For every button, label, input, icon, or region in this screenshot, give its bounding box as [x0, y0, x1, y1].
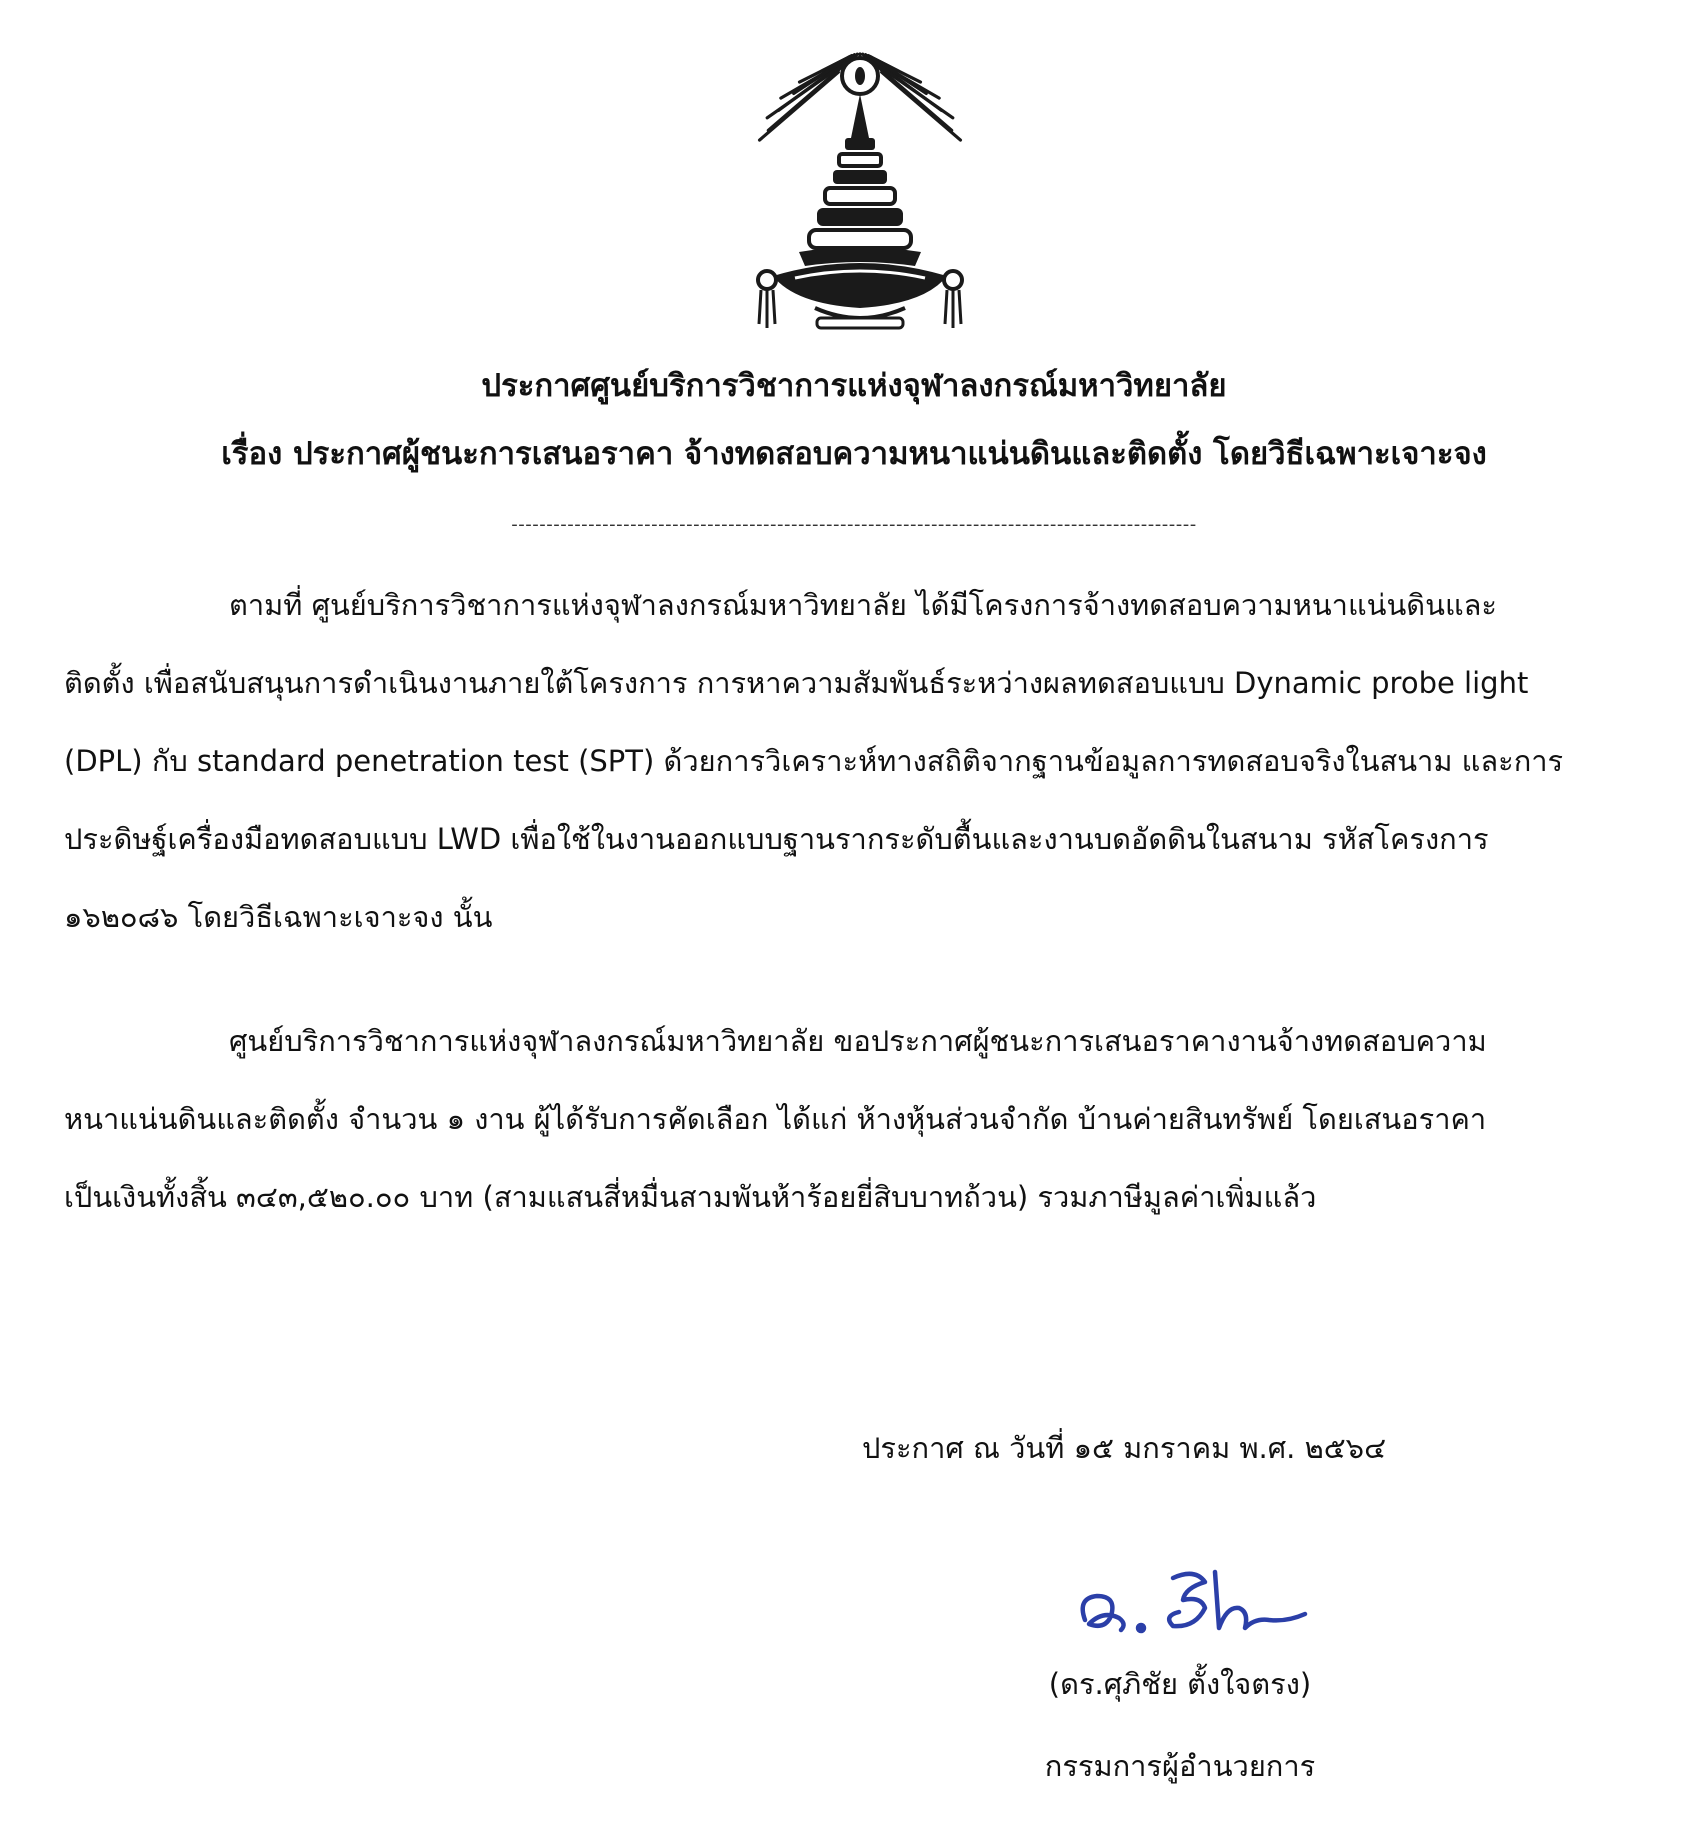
signer-name: (ดร.ศุภิชัย ตั้งใจตรง) — [1048, 1667, 1312, 1701]
paragraph-line: เป็นเงินทั้งสิ้น ๓๔๓,๕๒๐.๐๐ บาท (สามแสนสี่หมื่นสามพันห้าร้อยยี่สิบบาทถ้วน) รวมภาษีมูลค่าเพิ่มแล้ว — [64, 1180, 1317, 1214]
paragraph-line: (DPL) กับ standard penetration test (SPT) ด้วยการวิเคราะห์ทางสถิติจากฐานข้อมูลการทดสอบจริงในสนาม และการ — [64, 744, 1564, 778]
title-separator: -------------------------------------------------------------------------------------------------- — [511, 514, 1197, 535]
emblem-ray — [778, 64, 841, 110]
announcement-title: ประกาศศูนย์บริการวิชาการแห่งจุฬาลงกรณ์มหาวิทยาลัย — [481, 368, 1227, 404]
body-paragraph-2 — [64, 1002, 1660, 1236]
announcement-date: ประกาศ ณ วันที่ ๑๕ มกราคม พ.ศ. ๒๕๖๔ — [862, 1431, 1387, 1465]
body-paragraph-1 — [64, 566, 1660, 956]
paragraph-line: ๑๖๒๐๘๖ โดยวิธีเฉพาะเจาะจง นั้น — [64, 900, 493, 934]
paragraph-line: ประดิษฐ์เครื่องมือทดสอบแบบ LWD เพื่อใช้ในงานออกแบบฐานรากระดับตื้นและงานบดอัดดินในสนาม รหัสโครงการ — [64, 822, 1489, 856]
handwritten-signature-icon — [1055, 1548, 1315, 1658]
paragraph-line: ติดตั้ง เพื่อสนับสนุนการดำเนินงานภายใต้โครงการ การหาความสัมพันธ์ระหว่างผลทดสอบแบบ Dynamic probe light — [64, 666, 1529, 700]
paragraph-line: ตามที่ ศูนย์บริการวิชาการแห่งจุฬาลงกรณ์มหาวิทยาลัย ได้มีโครงการจ้างทดสอบความหนาแน่นดินและ — [229, 588, 1497, 622]
paragraph-line: หนาแน่นดินและติดตั้ง จำนวน ๑ งาน ผู้ได้รับการคัดเลือก ได้แก่ ห้างหุ้นส่วนจำกัด บ้านค่ายสินทรัพย์ โดยเสนอราคา — [64, 1102, 1487, 1136]
emblem-ray — [880, 67, 953, 118]
announcement-subject: เรื่อง ประกาศผู้ชนะการเสนอราคา จ้างทดสอบความหนาแน่นดินและติดตั้ง โดยวิธีเฉพาะเจาะจง — [221, 436, 1487, 472]
paragraph-line: ศูนย์บริการวิชาการแห่งจุฬาลงกรณ์มหาวิทยาลัย ขอประกาศผู้ชนะการเสนอราคางานจ้างทดสอบความ — [229, 1024, 1487, 1058]
chula-phra-kiao-emblem-icon — [755, 28, 965, 348]
signer-title: กรรมการผู้อำนวยการ — [1044, 1749, 1316, 1783]
